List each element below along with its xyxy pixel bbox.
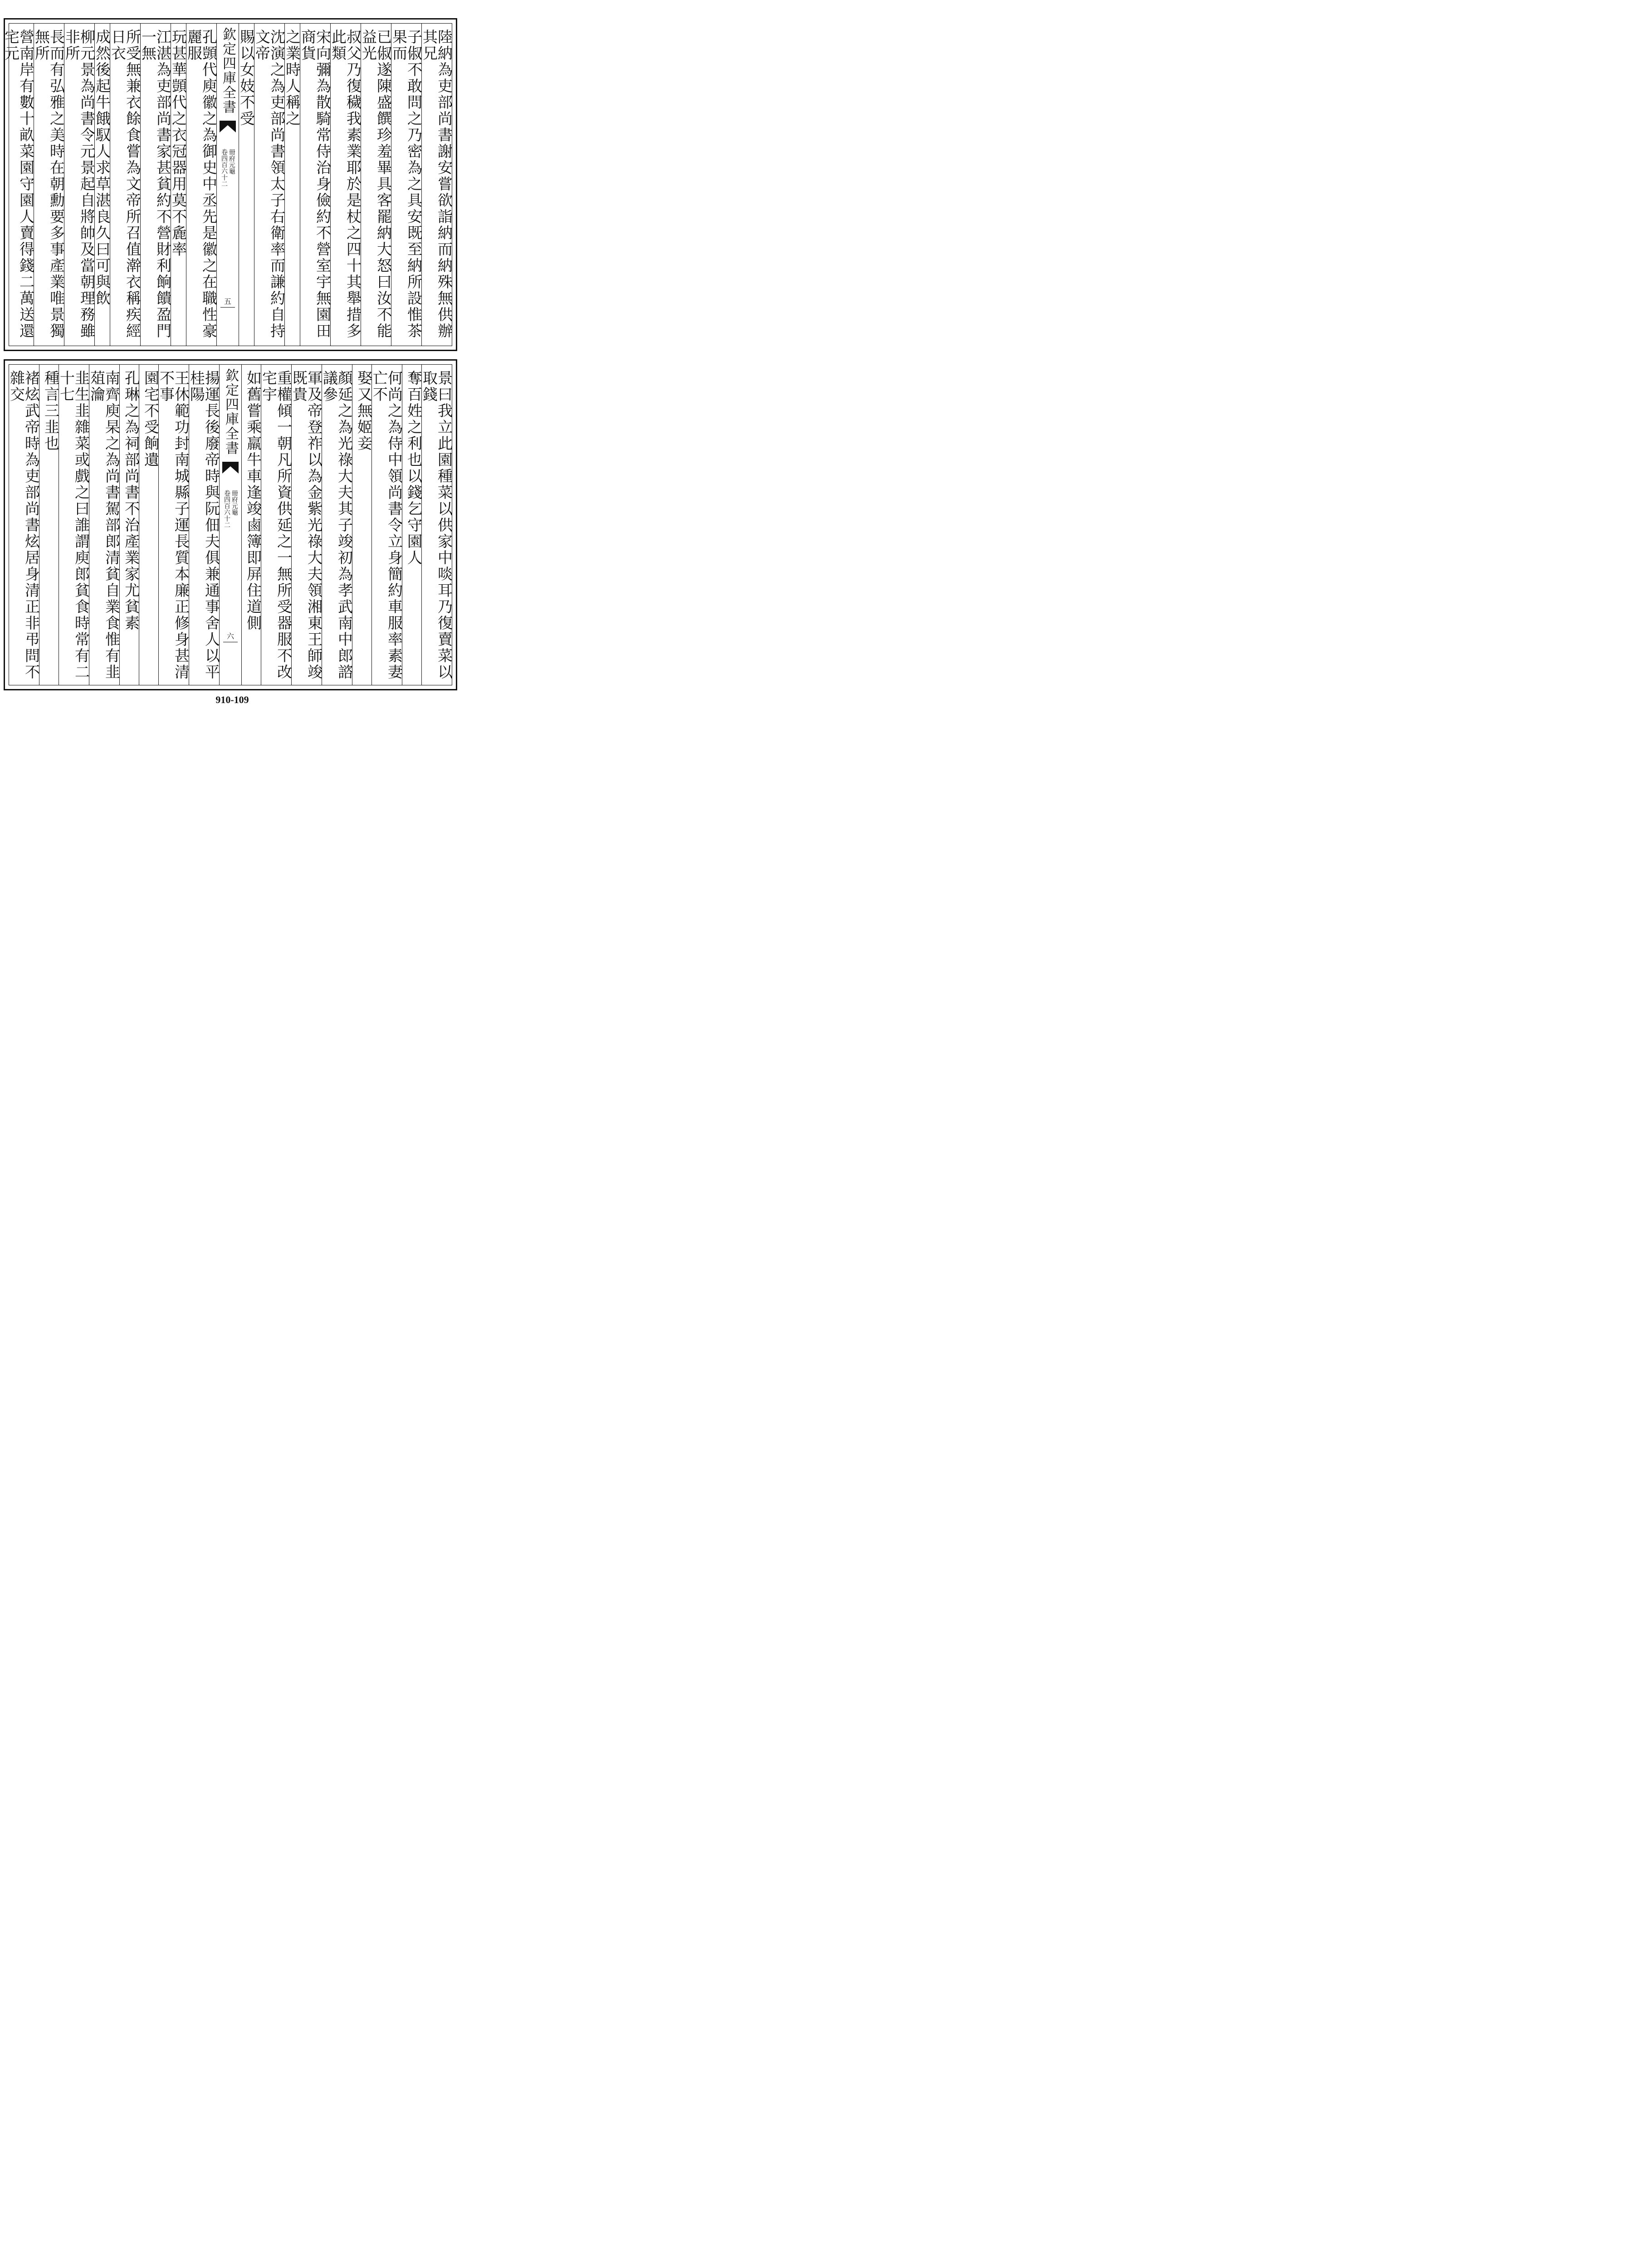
page-number: 六: [223, 631, 238, 642]
page-number: 五: [220, 296, 235, 308]
text-column: 揚運長後廢帝時與阮佃夫俱兼通事舍人以平桂陽: [189, 365, 219, 685]
text-column: 孔琳之為祠部尚書不治產業家尤貧素: [119, 365, 139, 685]
text-column: 如舊嘗乘羸牛車逢竣鹵簿即屏住道側: [241, 365, 261, 685]
text-column: 所受無兼衣餘食嘗為文帝所召值澣衣稱疾經日衣: [110, 24, 140, 346]
text-column: 陸納為吏部尚書謝安嘗欲詣納而納殊無供辦其兄: [421, 24, 452, 346]
text-column: 褚炫武帝時為吏部尚書炫居身清正非弔問不雜交: [8, 370, 40, 680]
centre-margin: [219, 365, 241, 685]
text-column: 宋向彌為散騎常侍治身儉約不營室宇無園田商貨: [300, 24, 330, 346]
centre-margin: [216, 24, 239, 346]
text-column: 種言三韭也: [39, 365, 59, 685]
top-page-frame: [2, 23, 453, 346]
volume-number: 卷四百六十二: [220, 149, 228, 187]
book-name: 冊府元龜: [228, 149, 235, 174]
text-column: 韭生韭雜菜或戲之曰誰謂庾郎貧食時常有二十七: [59, 365, 89, 685]
book-title: [220, 149, 235, 199]
text-column: 軍及帝登祚以為金紫光祿大夫領湘東王師竣既貴: [291, 365, 322, 685]
collection-title: 欽定四庫全書: [220, 27, 236, 114]
text-column: 園宅不受餉遺: [139, 365, 158, 685]
text-column: 江湛為吏部尚書家甚貧約不營財利餉饋盈門一無: [140, 24, 171, 346]
text-column: 已俶遂陳盛饌珍羞畢具客罷納大怒曰汝不能益光: [361, 24, 391, 346]
text-column: 長而有弘雅之美時在朝勳要多事產業唯景獨無所: [34, 24, 64, 346]
text-column: 賜以女妓不受: [239, 24, 254, 346]
text-column: 景曰我立此園種菜以供家中啖耳乃復賣菜以取錢: [421, 365, 452, 685]
collection-title: 欽定四庫全書: [223, 368, 239, 455]
fish-tail-mark-icon: [220, 121, 236, 132]
text-column: 柳元景為尚書令元景起自將帥及當朝理務雖非所: [64, 24, 94, 346]
text-column: 孔顗代庾徽之為御史中丞先是徽之在職性豪麗服: [186, 24, 216, 346]
text-column: 王休範功封南城縣子運長質本廉正修身甚清不事: [158, 365, 189, 685]
text-column: 顏延之為光祿大夫其子竣初為孝武南中郎諮議參: [322, 365, 352, 685]
text-column: 奪百姓之利也以錢乞守園人: [402, 365, 421, 685]
top-page: [4, 18, 457, 351]
fish-tail-mark-icon: [222, 462, 239, 474]
text-column: 玩甚華顗代之衣冠器用莫不麁率: [171, 24, 186, 346]
text-column: 重權傾一朝凡所資供延之一無所受器服不改宅宇: [261, 365, 291, 685]
text-column: 叔父乃復穢我素業耶於是杖之四十其舉措多此類: [330, 24, 361, 346]
text-column: 娶又無姬妾: [352, 365, 371, 685]
bottom-page: [4, 359, 457, 690]
text-column: 之業時人稱之: [284, 24, 300, 346]
page-footer-code: 910-109: [215, 694, 249, 705]
book-name: 冊府元龜: [230, 490, 238, 515]
text-column: 何尚之為侍中領尚書令立身簡約車服率素妻亡不: [371, 365, 402, 685]
text-column: 南齊庾杲之為尚書駕部郎清貧自業食惟有韭葅瀹: [89, 365, 119, 685]
text-column: 沈演之為吏部尚書領太子右衛率而謙約自持文帝: [254, 24, 284, 346]
bottom-page-frame: [9, 364, 452, 685]
text-column: 營南岸有數十畝菜園守園人賣得錢二萬送還宅元: [2, 29, 35, 339]
text-column: 成然後起牛餓馭人求草湛良久曰可與飲: [94, 24, 110, 346]
book-title: [223, 490, 238, 540]
volume-number: 卷四百六十二: [223, 490, 230, 528]
text-column: 子俶不敢問之乃密為之具安既至納所設惟茶果而: [391, 24, 421, 346]
